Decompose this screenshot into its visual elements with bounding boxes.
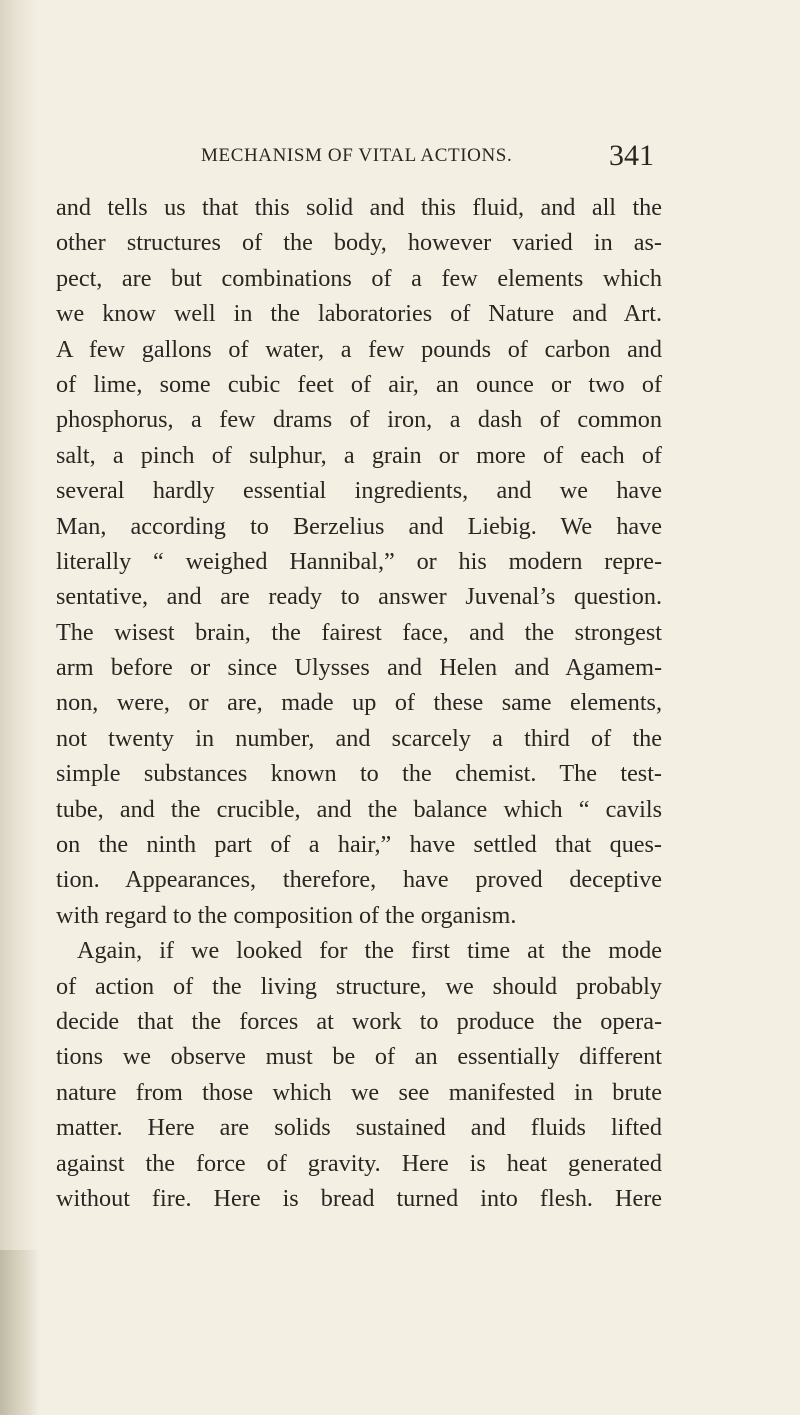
text-line: without fire. Here is bread turned into flesh. Here xyxy=(56,1184,662,1212)
text-line: simple substances known to the chemist. The test- xyxy=(56,760,662,788)
text-line: phosphorus, a few drams of iron, a dash of common xyxy=(56,406,662,434)
text-line: other structures of the body, however varied in as- xyxy=(56,229,662,257)
text-line: several hardly essential ingredients, and we have xyxy=(56,477,662,505)
text-line: non, were, or are, made up of these same elements, xyxy=(56,689,662,717)
text-line: A few gallons of water, a few pounds of carbon and xyxy=(56,335,662,363)
text-line: Man, according to Berzelius and Liebig. We have xyxy=(56,512,662,540)
text-line: sentative, and are ready to answer Juvenal’s question. xyxy=(56,583,662,611)
text-line: Again, if we looked for the first time at the mode xyxy=(77,937,662,965)
text-line: on the ninth part of a hair,” have settled that ques- xyxy=(56,831,662,859)
text-line: matter. Here are solids sustained and fluids lifted xyxy=(56,1114,662,1142)
page-number: 341 xyxy=(609,139,654,172)
text-line: and tells us that this solid and this fluid, and all the xyxy=(56,194,662,221)
running-head xyxy=(0,139,800,179)
running-title: MECHANISM OF VITAL ACTIONS. xyxy=(201,145,513,166)
text-line: decide that the forces at work to produce the opera- xyxy=(56,1007,662,1035)
text-line: with regard to the composition of the organism. xyxy=(56,901,517,929)
text-line: salt, a pinch of sulphur, a grain or more of each of xyxy=(56,441,662,469)
text-line: tion. Appearances, therefore, have proved deceptive xyxy=(56,866,662,894)
text-line: of action of the living structure, we should probably xyxy=(56,972,662,1000)
body-text xyxy=(56,190,662,1216)
text-line: we know well in the laboratories of Nature and Art. xyxy=(56,300,662,328)
text-line: pect, are but combinations of a few elements which xyxy=(56,264,662,292)
text-line: against the force of gravity. Here is heat generated xyxy=(56,1149,662,1177)
text-line: tube, and the crucible, and the balance which “ cavils xyxy=(56,795,662,823)
text-line: The wisest brain, the fairest face, and the strongest xyxy=(56,618,662,646)
text-line: literally “ weighed Hannibal,” or his modern repre- xyxy=(56,547,662,575)
text-line: nature from those which we see manifested in brute xyxy=(56,1078,662,1106)
page-edge-stain xyxy=(0,1250,40,1415)
text-line: not twenty in number, and scarcely a third of the xyxy=(56,724,662,752)
text-line: tions we observe must be of an essentially different xyxy=(56,1043,662,1071)
text-line: arm before or since Ulysses and Helen and Agamem- xyxy=(56,654,662,682)
text-line: of lime, some cubic feet of air, an ounce or two of xyxy=(56,370,662,398)
page-gutter-shadow xyxy=(0,0,38,1415)
